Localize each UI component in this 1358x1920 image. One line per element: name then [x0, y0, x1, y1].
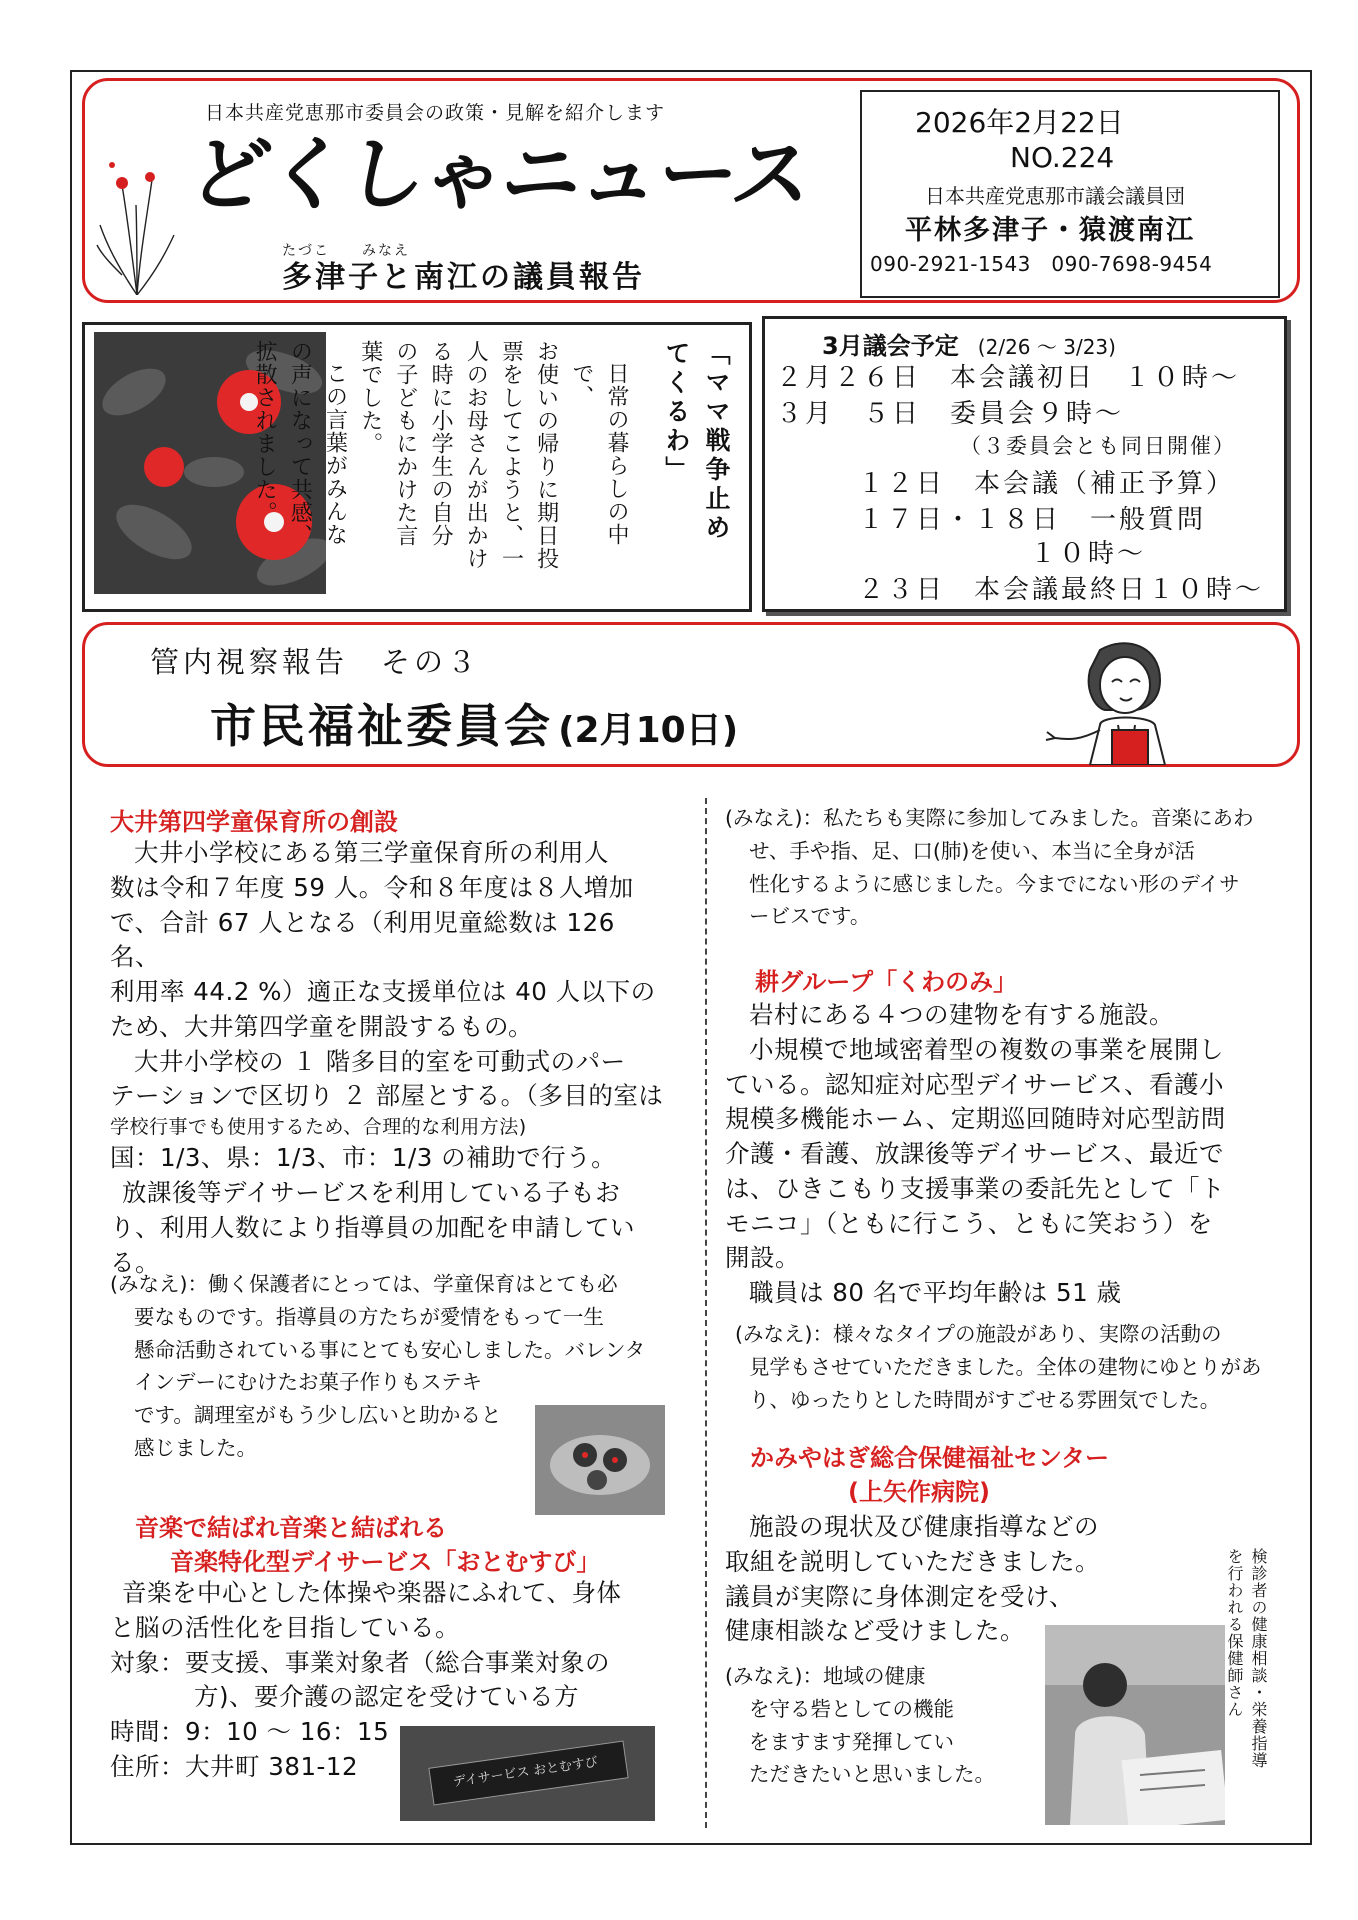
body-line: る。	[110, 1247, 160, 1277]
paragraph-kuwanomi	[725, 998, 1295, 1311]
note-label: (みなえ)：	[110, 1272, 208, 1296]
column-line: 人のお母さんが出かけ	[463, 340, 489, 570]
column-line: お使いの帰りに期日投	[533, 340, 559, 570]
schedule-range: (2/26 ～ 3/23)	[977, 335, 1116, 359]
schedule-title-label: 3月議会予定	[822, 332, 959, 360]
body-line: 大井小学校の １ 階多目的室を可動式のパー	[134, 1046, 626, 1076]
health-consultation-photo	[1045, 1625, 1225, 1825]
sign-text: デイサービス おとむすび	[451, 1754, 599, 1791]
column-line: 葉でした。	[357, 340, 383, 455]
woman-illustration-icon	[1040, 630, 1190, 765]
heading-otomusubi-1: 音楽で結ばれ音楽と結ばれる	[135, 1514, 447, 1542]
banner-subtitle: 管内視察報告 その３	[150, 645, 481, 679]
body-line: 取組を説明していただきました。	[725, 1546, 1100, 1576]
body-line: 放課後等デイサービスを利用している子もお	[122, 1178, 621, 1207]
body-line: 職員は 80 名で平均年齢は 51 歳	[749, 1278, 1122, 1308]
heading-kamiyahagi-2: (上矢作病院)	[848, 1478, 990, 1506]
schedule-item: ２月２６日 本会議初日 １０時～	[776, 363, 1241, 393]
column-line: の子どもにかけた言	[392, 340, 418, 547]
body-line: と脳の活性化を目指している。	[110, 1612, 460, 1642]
note-line: をますます発揮してい	[749, 1729, 954, 1754]
body-line: テーションで区切り ２ 部屋とする。（多目的室は	[110, 1081, 664, 1111]
schedule-item: １０時～	[1030, 539, 1147, 569]
note-label: (みなえ)：	[735, 1322, 833, 1346]
paragraph-gakudo	[110, 836, 670, 1280]
schedule-title	[822, 326, 1116, 361]
column-line: 票をしてこようと、一	[498, 340, 524, 570]
column-text	[252, 340, 736, 590]
banner-title-wrap	[210, 690, 738, 756]
body-line: 健康相談など受けました。	[725, 1616, 1025, 1646]
body-line: 議員が実際に身体測定を受け、	[725, 1581, 1075, 1611]
note-line: 懸命活動されている事にとても安心しました。バレンタ	[134, 1337, 646, 1362]
schedule-item: （３委員会とも同日開催）	[960, 434, 1236, 458]
column-line: この言葉がみんな	[322, 362, 348, 546]
note-line	[110, 1268, 670, 1301]
body-line: は、ひきこもり支援事業の委託先として「ト	[725, 1173, 1225, 1203]
flower-sketch-icon	[92, 125, 182, 295]
column-line: 日常の暮らしの中で、	[568, 362, 629, 546]
body-line: 規模多機能ホーム、定期巡回随時対応型訪問	[725, 1104, 1226, 1134]
body-line: 住所：大井町 381-12	[110, 1751, 359, 1781]
otomusubi-sign-photo	[400, 1726, 655, 1821]
body-line: ている。認知症対応型デイサービス、看護小	[725, 1069, 1225, 1099]
body-line: 施設の現状及び健康指導などの	[749, 1512, 1099, 1541]
body-line-small: 学校行事でも使用するため、合理的な利用方法)	[110, 1116, 527, 1139]
heading-kamiyahagi-1: かみやはぎ総合保健福祉センター	[750, 1444, 1110, 1472]
header-tagline: 日本共産党恵那市委員会の政策・見解を紹介します	[205, 102, 666, 124]
body-line: 時間：9：10 ～ 16：15	[110, 1717, 390, 1747]
schedule-item: ２３日 本会議最終日１０時～	[858, 575, 1265, 605]
body-line: 方)、要介護の認定を受けている方	[194, 1682, 580, 1712]
note-line: 要なものです。指導員の方たちが愛情をもって一生	[134, 1304, 604, 1329]
note-line: 性化するように感じました。今までにない形のデイサ	[749, 871, 1240, 896]
note-line: り、ゆったりとした時間がすごせる雰囲気でした。	[749, 1387, 1221, 1412]
schedule-item: １７日・１８日 一般質問	[858, 505, 1207, 535]
body-line: モニコ」（ともに行こう、ともに笑おう）を	[725, 1208, 1213, 1238]
column-headline-line: 「ママ戦争止め	[702, 340, 731, 543]
issue-number: NO.224	[1010, 141, 1115, 174]
body-line: で、合計 67 人となる（利用児童総数は 126 名、	[110, 907, 615, 972]
heading-gakudo: 大井第四学童保育所の創設	[110, 808, 398, 836]
body-line: 小規模で地域密着型の複数の事業を展開し	[749, 1034, 1224, 1064]
note-line	[735, 1318, 1295, 1351]
note-line: を守る砦としての機能	[749, 1696, 954, 1721]
body-line: 数は令和７年度 59 人。令和８年度は８人増加	[110, 872, 634, 902]
column-line: る時に小学生の自分	[428, 340, 454, 547]
photo-caption	[1222, 1548, 1270, 1838]
note-otomusubi	[725, 802, 1295, 933]
note-text: 様々なタイプの施設があり、実際の活動の	[833, 1322, 1222, 1346]
note-line: インデーにむけたお菓子作りもステキ	[134, 1370, 483, 1395]
body-line: 大井小学校にある第三学童保育所の利用人	[134, 838, 609, 867]
body-line: 音楽を中心とした体操や楽器にふれて、身体	[122, 1578, 622, 1607]
note-kuwanomi	[735, 1318, 1295, 1416]
banner-date: (2月10日)	[558, 710, 739, 751]
schedule-item: １２日 本会議（補正予算）	[858, 469, 1236, 499]
caption-line: 検診者の健康相談・栄養指導	[1249, 1548, 1268, 1769]
body-line: ため、大井第四学童を開設するもの。	[110, 1011, 534, 1041]
column-headline-line: てくるわ」	[662, 340, 691, 485]
issue-phones: 090-2921-1543 090-7698-9454	[870, 252, 1213, 276]
heading-kuwanomi: 耕グループ「くわのみ」	[755, 968, 1018, 996]
column-line: 拡散されました。	[252, 340, 278, 524]
body-line: 国：1/3、県：1/3、市：1/3 の補助で行う。	[110, 1143, 617, 1173]
column-line: の声になって共感、	[287, 340, 313, 547]
note-kamiyahagi	[725, 1660, 1045, 1791]
note-text: 私たちも実際に参加してみました。音楽にあわ	[823, 806, 1254, 830]
sweets-photo	[535, 1405, 665, 1515]
report-title: 多津子と南江の議員報告	[282, 260, 645, 295]
body-line: 対象：要支援、事業対象者（総合事業対象の	[110, 1647, 610, 1677]
note-line: です。調理室がもう少し広いと助かると	[134, 1403, 502, 1428]
issue-date: 2026年2月22日	[915, 106, 1124, 139]
heading-otomusubi-2: 音楽特化型デイサービス「おとむすび」	[170, 1548, 601, 1576]
note-text: 地域の健康	[823, 1664, 926, 1688]
note-line: ただきたいと思いました。	[749, 1762, 995, 1787]
banner-title: 市民福祉委員会	[210, 699, 553, 753]
note-text: 働く保護者にとっては、学童保育はとても必	[208, 1272, 618, 1296]
issue-members: 平林多津子・猿渡南江	[905, 215, 1195, 246]
issue-org: 日本共産党恵那市議会議員団	[925, 184, 1185, 208]
masthead-title: どくしゃニュース	[183, 128, 817, 221]
note-line: 見学もさせていただきました。全体の建物にゆとりがあ	[749, 1354, 1262, 1379]
title-ruby: たづこ みなえ	[282, 243, 410, 259]
body-line: 介護・看護、放課後等デイサービス、最近で	[725, 1139, 1225, 1169]
schedule-item: ３月 ５日 委員会９時～	[776, 399, 1125, 429]
note-line: せ、手や指、足、口(肺)を使い、本当に全身が活	[749, 838, 1195, 863]
note-line: 感じました。	[134, 1435, 257, 1460]
note-line	[725, 802, 1295, 835]
body-line: 岩村にある４つの建物を有する施設。	[749, 1000, 1174, 1029]
body-line: 開設。	[725, 1243, 800, 1273]
note-label: (みなえ)：	[725, 806, 823, 830]
note-line	[725, 1660, 1045, 1693]
column-divider	[705, 798, 707, 1828]
body-line: 利用率 44.2 %）適正な支援単位は 40 人以下の	[110, 977, 656, 1007]
note-line: ービスです。	[749, 904, 871, 929]
body-line: り、利用人数により指導員の加配を申請してい	[110, 1212, 635, 1242]
caption-line: を行われる保健師さん	[1225, 1548, 1244, 1718]
note-label: (みなえ)：	[725, 1664, 823, 1688]
